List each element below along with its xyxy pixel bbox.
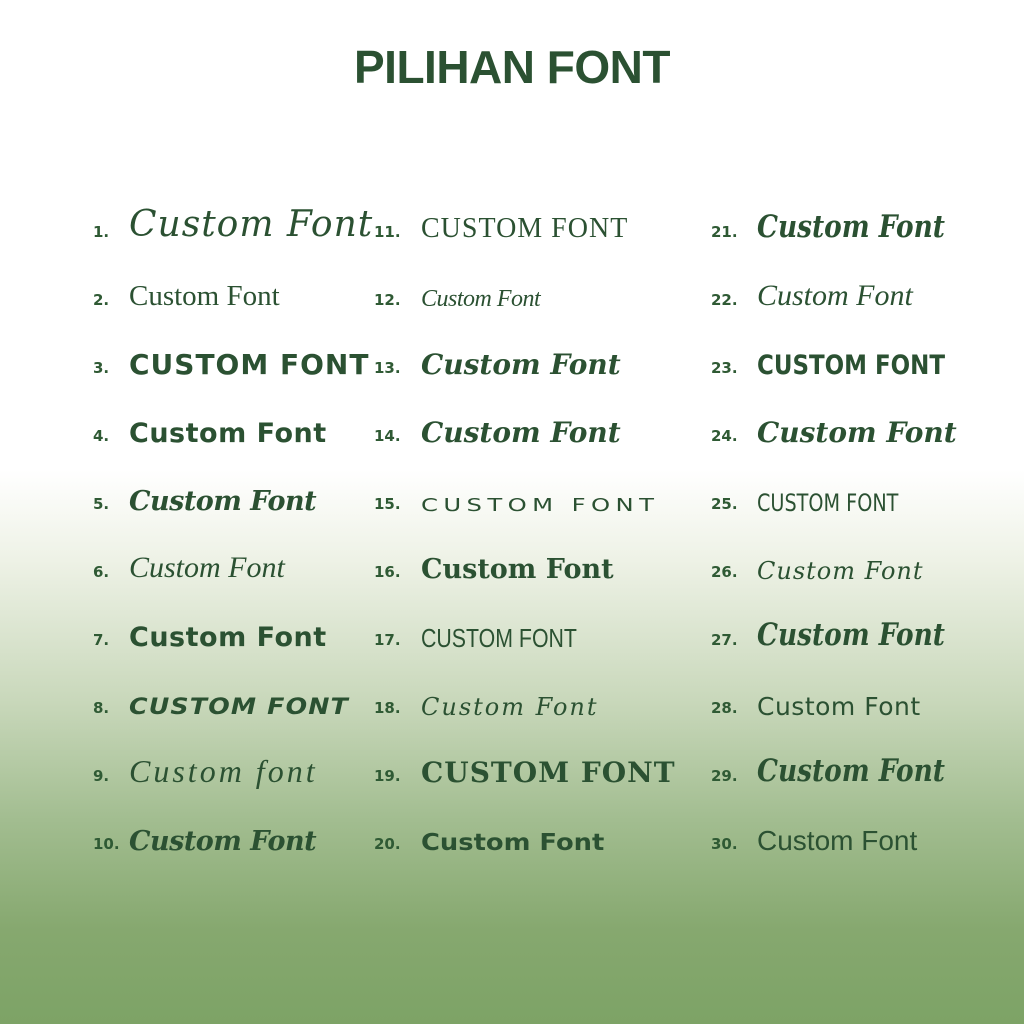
font-sample: Custom Font	[129, 622, 327, 653]
font-number: 28.	[711, 699, 738, 717]
font-sample: Custom Font	[757, 416, 957, 449]
font-number: 27.	[711, 631, 738, 649]
font-sample: Custom Font	[129, 486, 317, 517]
font-sample: CUSTOM FONT	[757, 489, 899, 517]
font-number: 4.	[93, 427, 110, 445]
font-number: 15.	[374, 495, 401, 513]
font-number: 10.	[93, 835, 120, 853]
font-number: 11.	[374, 223, 401, 241]
font-sample: Custom Font	[421, 286, 541, 312]
font-number: 7.	[93, 631, 110, 649]
font-number: 26.	[711, 563, 738, 581]
font-number: 19.	[374, 767, 401, 785]
font-sample: Custom Font	[421, 416, 621, 449]
font-number: 29.	[711, 767, 738, 785]
font-sample: Custom Font	[757, 825, 918, 856]
font-sample: Custom Font	[757, 692, 921, 721]
font-sample: CUSTOM FONT	[129, 348, 370, 381]
page-title: PILIHAN FONT	[354, 41, 670, 93]
font-number: 23.	[711, 359, 738, 377]
font-number: 25.	[711, 495, 738, 513]
font-sample: CUSTOM FONT	[129, 695, 349, 720]
font-number: 13.	[374, 359, 401, 377]
font-number: 5.	[93, 495, 110, 513]
font-number: 22.	[711, 291, 738, 309]
font-sample: Custom Font	[421, 554, 614, 585]
font-number: 3.	[93, 359, 110, 377]
font-sample: Custom Font	[421, 348, 621, 381]
font-sample: CUSTOM FONT	[421, 756, 676, 789]
font-number: 12.	[374, 291, 401, 309]
font-sample: Custom Font	[757, 209, 945, 245]
font-sample: CUSTOM FONT	[421, 623, 577, 653]
font-number: 18.	[374, 699, 401, 717]
font-sample: Custom Font	[421, 693, 599, 721]
font-number: 16.	[374, 563, 401, 581]
font-sample: Custom Font	[129, 204, 374, 245]
font-number: 21.	[711, 223, 738, 241]
font-sample: CUSTOM FONT	[421, 495, 660, 516]
font-number: 1.	[93, 223, 110, 241]
font-sample: Custom font	[129, 753, 318, 789]
font-number: 17.	[374, 631, 401, 649]
font-number: 6.	[93, 563, 110, 581]
font-sample: Custom Font	[129, 826, 317, 857]
font-number: 8.	[93, 699, 110, 717]
font-number: 9.	[93, 767, 110, 785]
font-sample: Custom Font	[757, 557, 924, 585]
font-sample: CUSTOM FONT	[757, 350, 946, 381]
font-number: 24.	[711, 427, 738, 445]
font-number: 14.	[374, 427, 401, 445]
font-sample: CUSTOM FONT	[421, 213, 629, 244]
font-number: 20.	[374, 835, 401, 853]
font-number: 2.	[93, 291, 110, 309]
font-sample: Custom Font	[757, 753, 945, 789]
font-sample: Custom Font	[757, 617, 945, 653]
font-number: 30.	[711, 835, 738, 853]
font-sample: Custom Font	[421, 830, 605, 856]
font-sample: Custom Font	[757, 279, 913, 312]
font-sample: Custom Font	[129, 551, 285, 584]
font-sample: Custom Font	[129, 418, 327, 449]
font-sample: Custom Font	[129, 280, 280, 312]
